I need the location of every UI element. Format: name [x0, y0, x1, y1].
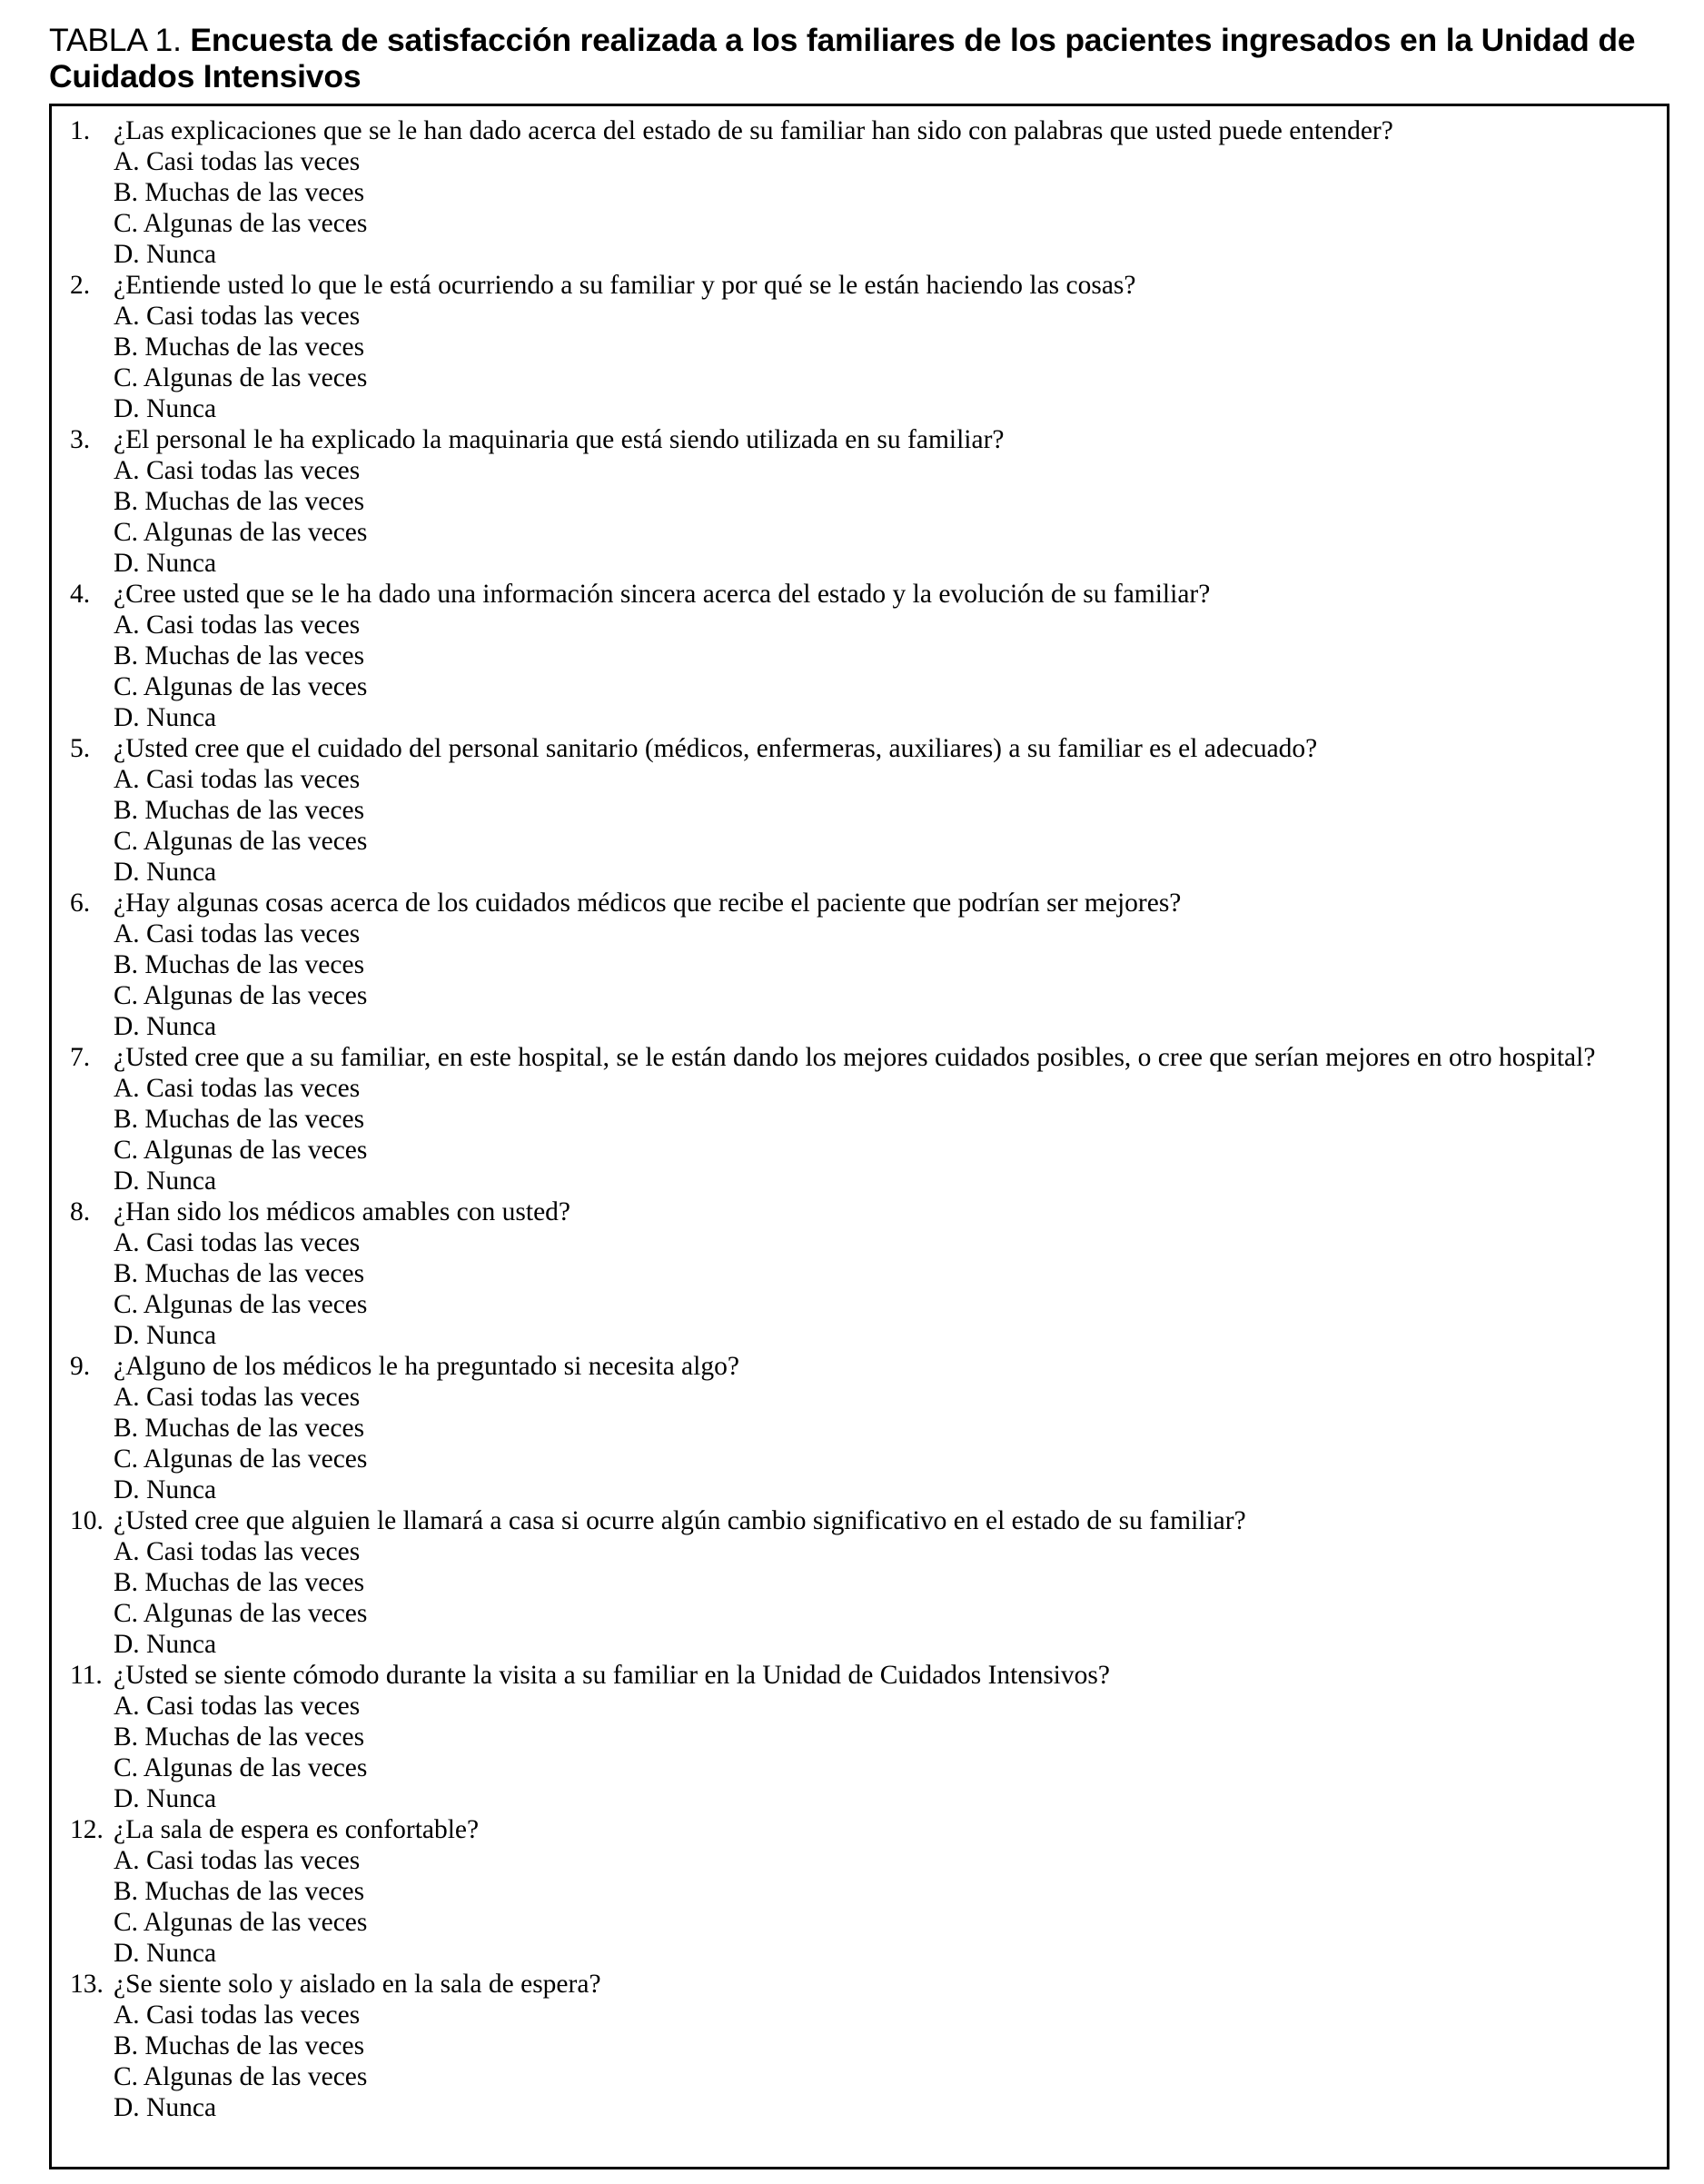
survey-question: [70, 733, 1649, 888]
answer-option: D. Nunca: [114, 858, 217, 887]
question-text: ¿Hay algunas cosas acerca de los cuidados médicos que recibe el paciente que podrían ser mejores?: [114, 888, 1182, 918]
answer-option: D. Nunca: [114, 1939, 217, 1968]
answer-option: D. Nunca: [114, 1630, 217, 1659]
answer-option: B. Muchas de las veces: [114, 1877, 365, 1906]
answer-option: A. Casi todas las veces: [114, 147, 361, 176]
answer-option: C. Algunas de las veces: [114, 1136, 368, 1165]
question-number: 1.: [70, 116, 91, 145]
table-title: Encuesta de satisfacción realizada a los familiares de los pacientes ingresados en la Unidad de Cuidados Intensivos: [49, 22, 1636, 94]
answer-option: A. Casi todas las veces: [114, 1692, 361, 1721]
survey-table: [49, 104, 1669, 2169]
answer-option: B. Muchas de las veces: [114, 796, 365, 825]
survey-question: [70, 424, 1649, 579]
answer-option: C. Algunas de las veces: [114, 2062, 368, 2091]
survey-question: [70, 1196, 1649, 1351]
answer-option: B. Muchas de las veces: [114, 1414, 365, 1443]
answer-option: A. Casi todas las veces: [114, 1383, 361, 1412]
question-text: ¿Usted cree que a su familiar, en este hospital, se le están dando los mejores cuidados posibles, o cree que serían mejores en otro hospital?: [114, 1043, 1596, 1072]
survey-question: [70, 1969, 1649, 2123]
question-number: 4.: [70, 580, 91, 609]
answer-option: D. Nunca: [114, 240, 217, 269]
answer-option: C. Algunas de las veces: [114, 827, 368, 856]
answer-option: A. Casi todas las veces: [114, 919, 361, 948]
question-number: 11.: [70, 1661, 103, 1690]
answer-option: B. Muchas de las veces: [114, 178, 365, 207]
answer-option: D. Nunca: [114, 703, 217, 732]
survey-question: [70, 1042, 1649, 1196]
answer-option: D. Nunca: [114, 2093, 217, 2122]
question-text: ¿Usted cree que alguien le llamará a casa si ocurre algún cambio significativo en el estado de su familiar?: [114, 1506, 1246, 1535]
question-number: 2.: [70, 271, 91, 300]
answer-option: B. Muchas de las veces: [114, 1568, 365, 1597]
table-caption: [49, 22, 1666, 94]
question-text: ¿Han sido los médicos amables con usted?: [114, 1197, 571, 1226]
question-text: ¿Entiende usted lo que le está ocurriendo a su familiar y por qué se le están haciendo las cosas?: [114, 271, 1136, 300]
answer-option: A. Casi todas las veces: [114, 2000, 361, 2030]
question-number: 9.: [70, 1352, 91, 1381]
answer-option: A. Casi todas las veces: [114, 611, 361, 640]
survey-question: [70, 1660, 1649, 1814]
answer-option: B. Muchas de las veces: [114, 1105, 365, 1134]
answer-option: B. Muchas de las veces: [114, 1259, 365, 1288]
question-text: ¿Se siente solo y aislado en la sala de espera?: [114, 1970, 601, 1999]
answer-option: C. Algunas de las veces: [114, 518, 368, 547]
question-text: ¿El personal le ha explicado la maquinaria que está siendo utilizada en su familiar?: [114, 425, 1005, 454]
answer-option: A. Casi todas las veces: [114, 456, 361, 485]
survey-question: [70, 1505, 1649, 1660]
question-number: 7.: [70, 1043, 91, 1072]
question-text: ¿Alguno de los médicos le ha preguntado si necesita algo?: [114, 1352, 739, 1381]
answer-option: B. Muchas de las veces: [114, 1722, 365, 1752]
answer-option: A. Casi todas las veces: [114, 302, 361, 331]
question-number: 13.: [70, 1970, 104, 1999]
question-number: 12.: [70, 1815, 104, 1844]
answer-option: D. Nunca: [114, 394, 217, 423]
answer-option: C. Algunas de las veces: [114, 981, 368, 1010]
survey-question: [70, 1814, 1649, 1969]
question-number: 3.: [70, 425, 91, 454]
question-number: 5.: [70, 734, 91, 763]
survey-question: [70, 579, 1649, 733]
answer-option: C. Algunas de las veces: [114, 1599, 368, 1628]
question-text: ¿Usted cree que el cuidado del personal sanitario (médicos, enfermeras, auxiliares) a su familiar es el adecuado?: [114, 734, 1318, 763]
answer-option: B. Muchas de las veces: [114, 641, 365, 670]
answer-option: A. Casi todas las veces: [114, 1537, 361, 1566]
answer-option: D. Nunca: [114, 1475, 217, 1504]
answer-option: D. Nunca: [114, 1012, 217, 1041]
answer-option: B. Muchas de las veces: [114, 487, 365, 516]
answer-option: A. Casi todas las veces: [114, 1074, 361, 1103]
answer-option: A. Casi todas las veces: [114, 1846, 361, 1875]
answer-option: C. Algunas de las veces: [114, 1908, 368, 1937]
answer-option: C. Algunas de las veces: [114, 1753, 368, 1782]
answer-option: B. Muchas de las veces: [114, 950, 365, 979]
table-label: TABLA 1.: [49, 22, 191, 58]
survey-question: [70, 888, 1649, 1042]
answer-option: D. Nunca: [114, 1784, 217, 1813]
question-text: ¿Usted se siente cómodo durante la visita a su familiar en la Unidad de Cuidados Intensivos?: [114, 1661, 1110, 1690]
answer-option: C. Algunas de las veces: [114, 1290, 368, 1319]
question-text: ¿La sala de espera es confortable?: [114, 1815, 480, 1844]
answer-option: A. Casi todas las veces: [114, 1228, 361, 1257]
answer-option: B. Muchas de las veces: [114, 333, 365, 362]
answer-option: D. Nunca: [114, 1166, 217, 1196]
answer-option: C. Algunas de las veces: [114, 672, 368, 701]
answer-option: D. Nunca: [114, 549, 217, 578]
question-list: [70, 115, 1649, 2123]
answer-option: B. Muchas de las veces: [114, 2031, 365, 2060]
answer-option: D. Nunca: [114, 1321, 217, 1350]
survey-question: [70, 270, 1649, 424]
answer-option: C. Algunas de las veces: [114, 209, 368, 238]
question-text: ¿Cree usted que se le ha dado una información sincera acerca del estado y la evolución de su familiar?: [114, 580, 1211, 609]
answer-option: A. Casi todas las veces: [114, 765, 361, 794]
survey-question: [70, 115, 1649, 270]
answer-option: C. Algunas de las veces: [114, 1444, 368, 1474]
answer-option: C. Algunas de las veces: [114, 363, 368, 392]
question-number: 10.: [70, 1506, 104, 1535]
survey-question: [70, 1351, 1649, 1505]
question-text: ¿Las explicaciones que se le han dado acerca del estado de su familiar han sido con palabras que usted puede entender?: [114, 116, 1393, 145]
question-number: 6.: [70, 888, 91, 918]
question-number: 8.: [70, 1197, 91, 1226]
